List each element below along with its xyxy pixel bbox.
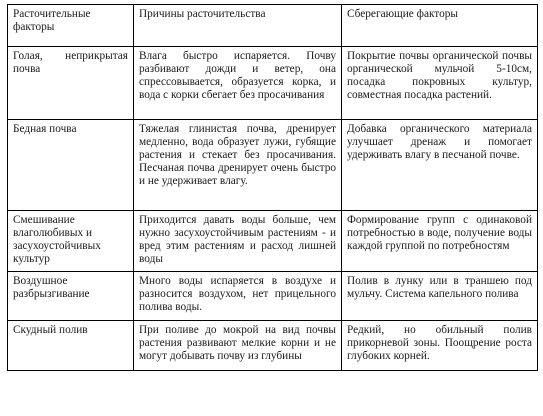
row-factor: Голая, неприкрытая почва xyxy=(8,47,134,120)
header-saving-factors: Сберегающие факторы xyxy=(342,5,538,47)
row-factor: Воздушное разбрызгивание xyxy=(8,272,134,321)
table-row xyxy=(8,47,538,120)
row-factor: Скудный полив xyxy=(8,321,134,371)
row-cause: Влага быстро испаряется. Почву разбивают дожди и ветер, она спрессовывается, образуется корка, и вода с корки сбегает без просачивания xyxy=(134,47,342,120)
table-header-row xyxy=(8,5,538,47)
row-factor: Бедная почва xyxy=(8,120,134,211)
row-cause: Много воды испаряется в воздухе и разносится воздухом, нет прицельного полива воды. xyxy=(134,272,342,321)
row-saving: Редкий, но обильный полив прикорневой зоны. Поощрение роста глубоких корней. xyxy=(342,321,538,371)
row-saving: Добавка органического материала улучшает дренаж и помогает удерживать влагу в песчаной почве. xyxy=(342,120,538,211)
table-row xyxy=(8,120,538,211)
water-factors-table xyxy=(7,4,538,371)
row-saving: Формирование групп с одинаковой потребностью в воде, получение воды каждой группой по потребностям xyxy=(342,211,538,272)
row-cause: При поливе до мокрой на вид почвы растения развивают мелкие корни и не могут добывать почву из глубины xyxy=(134,321,342,371)
header-causes: Причины расточительства xyxy=(134,5,342,47)
row-cause: Тяжелая глинистая почва, дренирует медленно, вода образует лужи, губящие растения и стекает без просачивания. Песчаная почва дренирует очень быстро и не удерживает влагу. xyxy=(134,120,342,211)
row-factor: Смешивание влаголюбивых и засухоустойчивых культур xyxy=(8,211,134,272)
row-saving: Покрытие почвы органической почвы органической мульчой 5-10см, посадка покровных культур, совместная посадка растений. xyxy=(342,47,538,120)
row-cause: Приходится давать воды больше, чем нужно засухоустойчивым растениям - и вред этим растениям и расход лишней воды xyxy=(134,211,342,272)
table-row xyxy=(8,272,538,321)
table-row xyxy=(8,321,538,371)
table-row xyxy=(8,211,538,272)
header-wasteful-factors: Расточительные факторы xyxy=(8,5,134,47)
row-saving: Полив в лунку или в траншею под мульчу. Система капельного полива xyxy=(342,272,538,321)
